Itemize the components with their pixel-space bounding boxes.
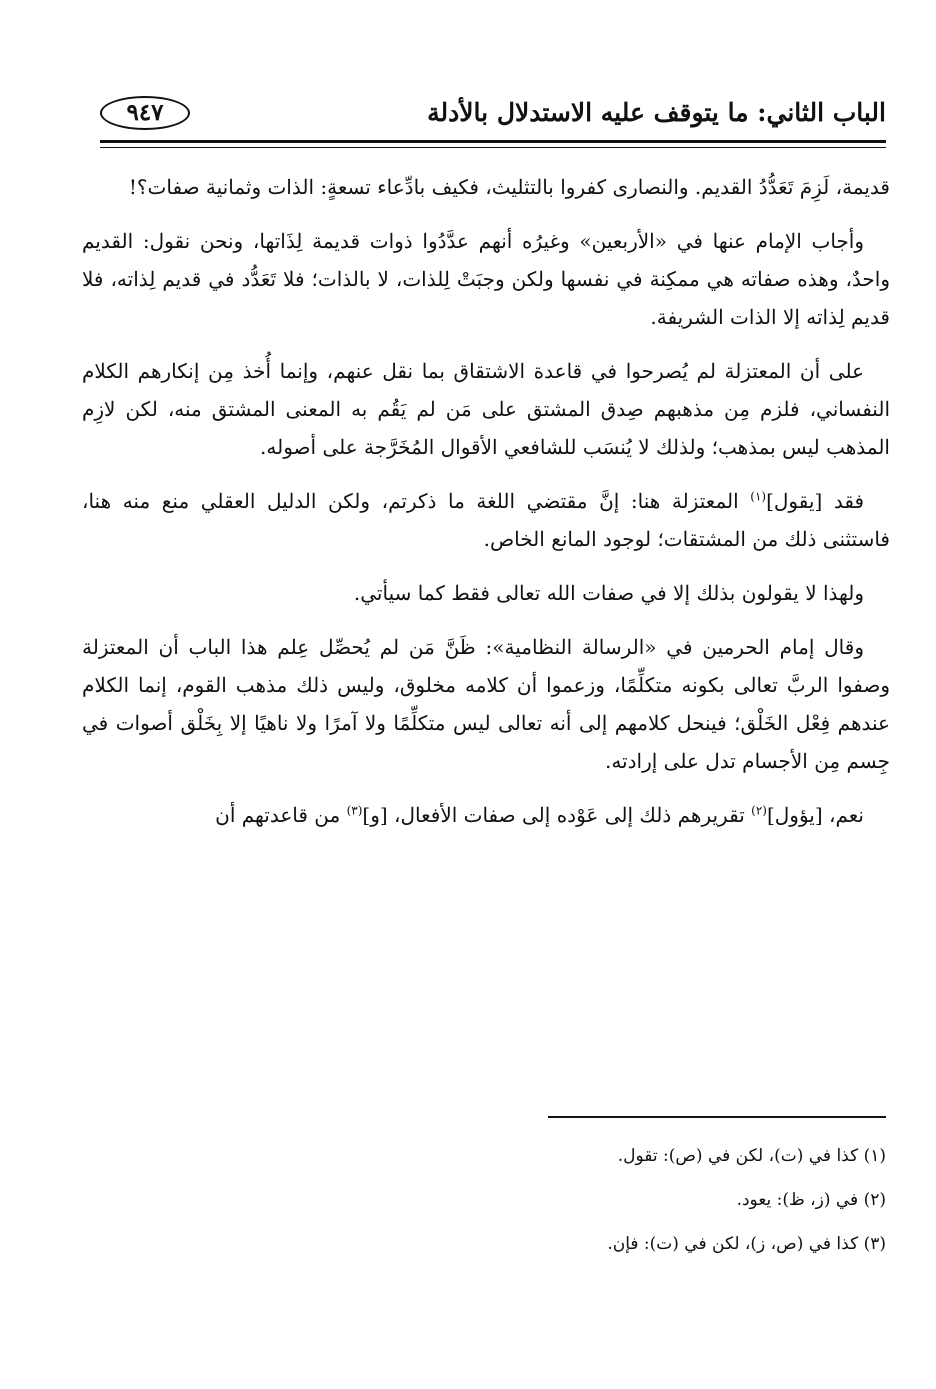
main-text — [82, 168, 890, 850]
running-title: الباب الثاني: ما يتوقف عليه الاستدلال بالأدلة — [427, 98, 886, 127]
paragraph-4 — [82, 482, 890, 558]
footnote-1: (١) كذا في (ت)، لكن في (ص): تقول. — [617, 1146, 886, 1166]
paragraph-4-end: المعتزلة هنا: إنَّ مقتضي اللغة ما ذكرتم، ولكن الدليل العقلي منع منه هنا، فاستثنى ذلك من المشتقات؛ لوجود المانع الخاص. — [82, 489, 890, 551]
paragraph-7-middle: تقريرهم ذلك إلى عَوْده إلى صفات الأفعال، [و] — [362, 803, 752, 827]
footnotes — [100, 1146, 886, 1278]
paragraph-7 — [82, 796, 890, 834]
footnote-ref-1: (١) — [750, 489, 767, 504]
footnote-2: (٢) في (ز، ظ): يعود. — [736, 1190, 886, 1210]
paragraph-6: وقال إمام الحرمين في «الرسالة النظامية»: ظَنَّ مَن لم يُحصِّل عِلم هذا الباب أن المعتزلة وصفوا الربَّ تعالى بكونه متكلِّمًا، وزعموا أن كلامه مخلوق، وليس ذلك مذهب القوم، إنما الكلام عندهم فِعْل الخَلْق؛ فينحل كلامهم إلى أنه تعالى ليس متكلِّمًا ولا آمرًا ولا ناهيًا إلا بِخَلْق أصوات في جِسم مِن الأجسام تدل على إرادته. — [82, 635, 890, 773]
footnote-ref-2: (٢) — [751, 803, 767, 818]
paragraph-3: على أن المعتزلة لم يُصرحوا في قاعدة الاشتقاق بما نقل عنهم، وإنما أُخذ مِن إنكارهم الكلام النفساني، فلزم مِن مذهبهم صِدق المشتق على مَن لم يَقُم به المعنى المشتق منه، لكن لازِم المذهب ليس بمذهب؛ ولذلك لا يُنسَب للشافعي الأقوال المُخَرَّجة على أصوله. — [82, 359, 890, 459]
paragraph-7-end: من قاعدتهم أن — [215, 803, 347, 827]
footnote-ref-3: (٣) — [346, 803, 363, 818]
paragraph-7-start: نعم، [يؤول] — [766, 803, 864, 827]
page-header — [100, 96, 886, 140]
page-number: ٩٤٧ — [100, 96, 190, 130]
paragraph-1: قديمة، لَزِمَ تَعَدُّدُ القديم. والنصارى كفروا بالتثليث، فكيف بادِّعاء تسعةٍ: الذات وثمانية صفات؟! — [128, 175, 890, 199]
footnote-separator — [548, 1116, 886, 1118]
paragraph-4-start: فقد [يقول] — [766, 489, 865, 513]
paragraph-2: وأجاب الإمام عنها في «الأربعين» وغيرُه أنهم عدَّدُوا ذوات قديمة لِذَاتها، ونحن نقول: القديم واحدٌ، وهذه صفاته هي ممكِنة في نفسها ولكن وجبَتْ لِلذات، لا بالذات؛ فلا تَعَدُّد في قديم لِذاته، فلا قديم لِذاته إلا الذات الشريفة. — [82, 229, 890, 329]
header-rule-thin — [100, 147, 886, 148]
header-rule-thick — [100, 140, 886, 143]
paragraph-5: ولهذا لا يقولون بذلك إلا في صفات الله تعالى فقط كما سيأتي. — [353, 581, 864, 605]
footnote-3: (٣) كذا في (ص، ز)، لكن في (ت): فإن. — [607, 1234, 886, 1254]
